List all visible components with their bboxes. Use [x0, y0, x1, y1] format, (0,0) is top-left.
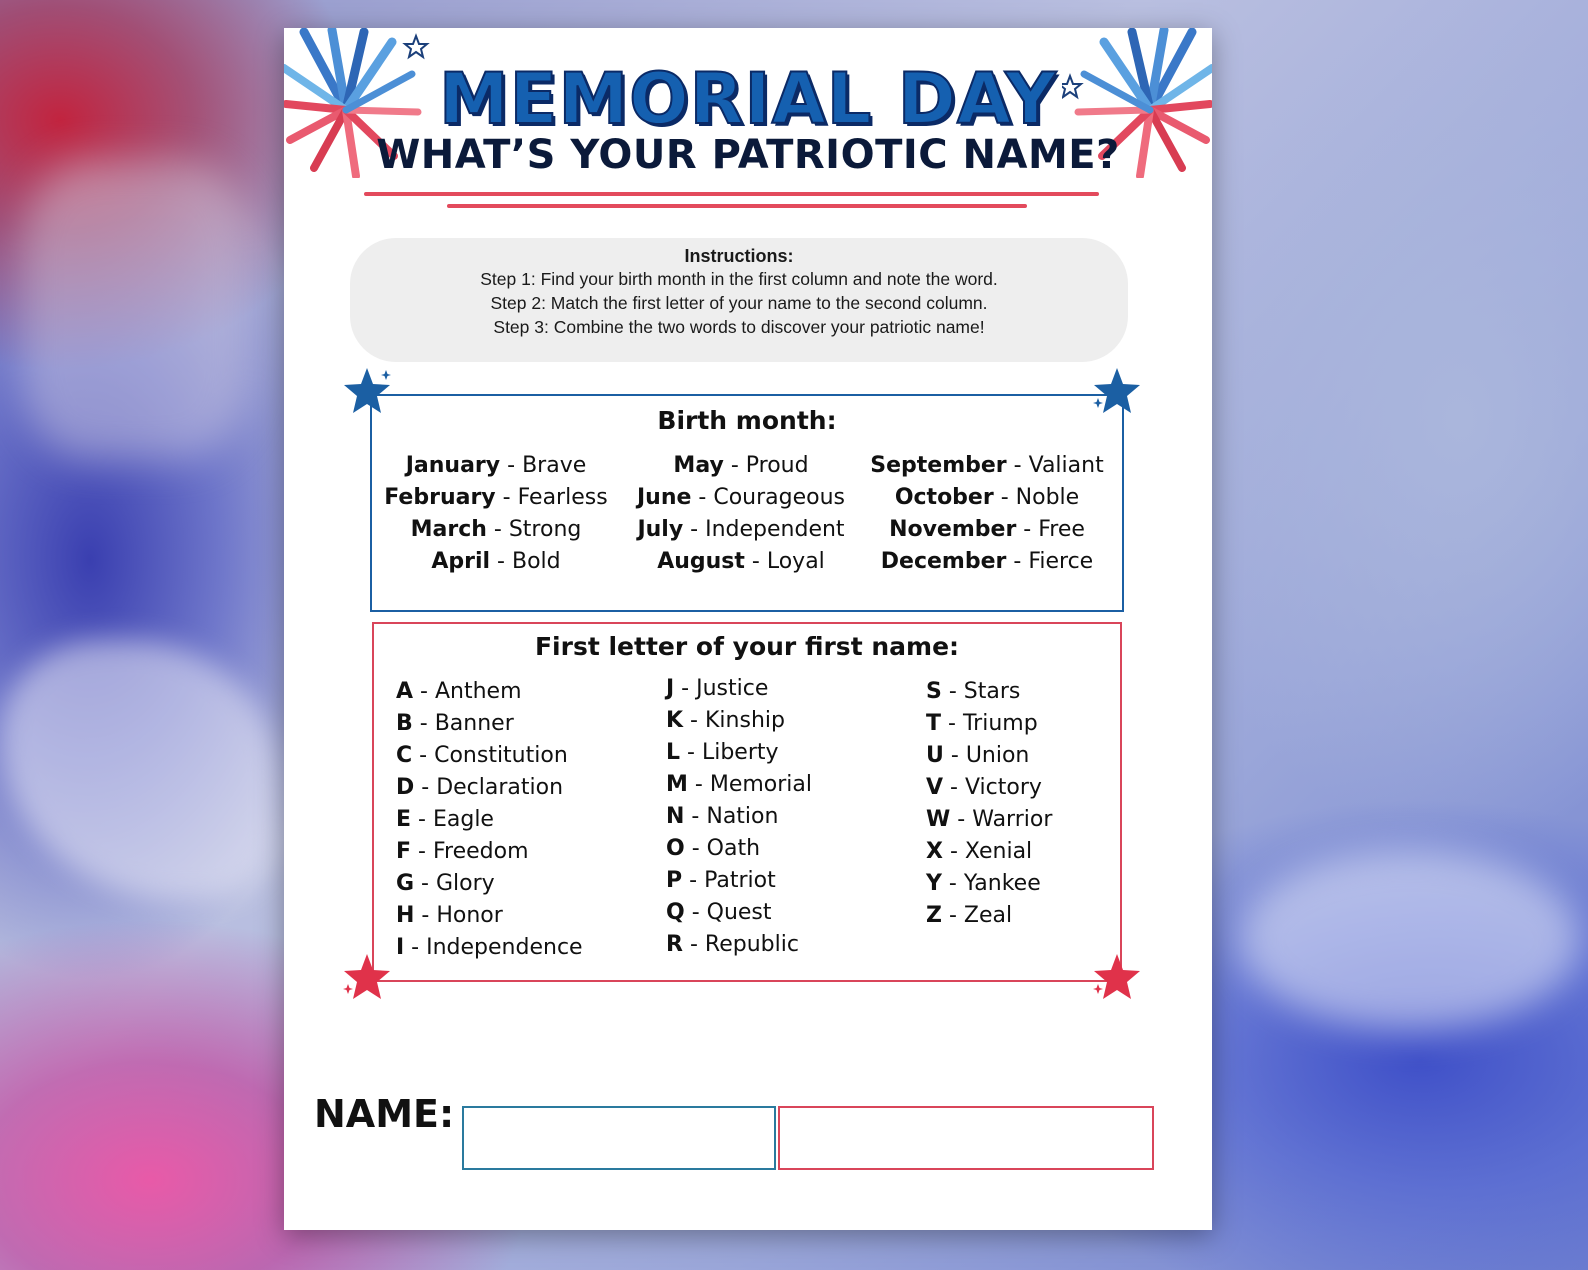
- instruction-step: Step 1: Find your birth month in the first column and note the word.: [480, 269, 998, 289]
- month-column: [864, 450, 1110, 578]
- letter-entry: S - Stars: [926, 679, 1021, 704]
- printable-page: [284, 28, 1212, 1230]
- birth-month-box: [370, 394, 1124, 612]
- letter-entry: Z - Zeal: [926, 903, 1013, 928]
- instructions-heading: Instructions:: [684, 246, 794, 266]
- birth-month-title: Birth month:: [657, 406, 837, 435]
- month-column: [380, 450, 612, 578]
- letter-column: [926, 676, 1052, 932]
- letter-entry: M - Memorial: [666, 772, 813, 797]
- letter-column: [666, 673, 812, 961]
- instruction-step: Step 3: Combine the two words to discover your patriotic name!: [493, 317, 985, 337]
- divider: [364, 192, 1099, 196]
- letter-column: [396, 676, 583, 964]
- letter-entry: I - Independence: [396, 935, 583, 960]
- letter-entry: Q - Quest: [666, 900, 772, 925]
- letter-entry: D - Declaration: [396, 775, 564, 800]
- name-first-word-box[interactable]: [462, 1106, 776, 1170]
- star-icon: [1092, 366, 1142, 416]
- instructions-panel: [350, 238, 1128, 362]
- month-entry: October - Noble: [894, 485, 1080, 510]
- letter-entry: N - Nation: [666, 804, 779, 829]
- month-entry: September - Valiant: [870, 453, 1104, 478]
- letter-entry: F - Freedom: [396, 839, 529, 864]
- page-title: MEMORIAL DAY: [438, 58, 1057, 140]
- letter-entry: J - Justice: [666, 676, 769, 701]
- letter-entry: W - Warrior: [926, 807, 1053, 832]
- first-letter-title: First letter of your first name:: [534, 632, 960, 661]
- letter-entry: H - Honor: [396, 903, 503, 928]
- star-icon: [1092, 952, 1142, 1002]
- background-highlight: [0, 640, 280, 900]
- first-letter-box: [372, 622, 1122, 982]
- letter-entry: B - Banner: [396, 711, 514, 736]
- month-entry: July - Independent: [637, 517, 845, 542]
- month-entry: November - Free: [889, 517, 1085, 542]
- name-second-word-box[interactable]: [778, 1106, 1154, 1170]
- letter-entry: K - Kinship: [666, 708, 785, 733]
- month-entry: March - Strong: [410, 517, 582, 542]
- month-entry: June - Courageous: [636, 485, 846, 510]
- letter-entry: V - Victory: [926, 775, 1042, 800]
- month-entry: May - Proud: [673, 453, 809, 478]
- background-highlight: [1240, 850, 1580, 1030]
- page-subtitle: WHAT’S YOUR PATRIOTIC NAME?: [376, 132, 1120, 178]
- letter-entry: A - Anthem: [396, 679, 522, 704]
- letter-entry: L - Liberty: [666, 740, 779, 765]
- name-label: NAME:: [314, 1092, 455, 1136]
- letter-entry: Y - Yankee: [926, 871, 1041, 896]
- month-entry: February - Fearless: [384, 485, 608, 510]
- letter-entry: C - Constitution: [396, 743, 568, 768]
- letter-entry: R - Republic: [666, 932, 799, 957]
- star-icon: [342, 952, 392, 1002]
- letter-entry: O - Oath: [666, 836, 761, 861]
- letter-entry: T - Triump: [926, 711, 1038, 736]
- letter-entry: U - Union: [926, 743, 1030, 768]
- month-entry: April - Bold: [431, 549, 561, 574]
- divider: [447, 204, 1027, 208]
- letter-entry: P - Patriot: [666, 868, 776, 893]
- letter-entry: X - Xenial: [926, 839, 1033, 864]
- letter-entry: G - Glory: [396, 871, 495, 896]
- letter-entry: E - Eagle: [396, 807, 494, 832]
- star-icon: [342, 366, 392, 416]
- month-entry: January - Brave: [405, 453, 587, 478]
- background-highlight: [20, 160, 250, 460]
- instruction-step: Step 2: Match the first letter of your name to the second column.: [490, 293, 988, 313]
- month-entry: August - Loyal: [657, 549, 825, 574]
- month-entry: December - Fierce: [880, 549, 1094, 574]
- month-column: [622, 450, 860, 578]
